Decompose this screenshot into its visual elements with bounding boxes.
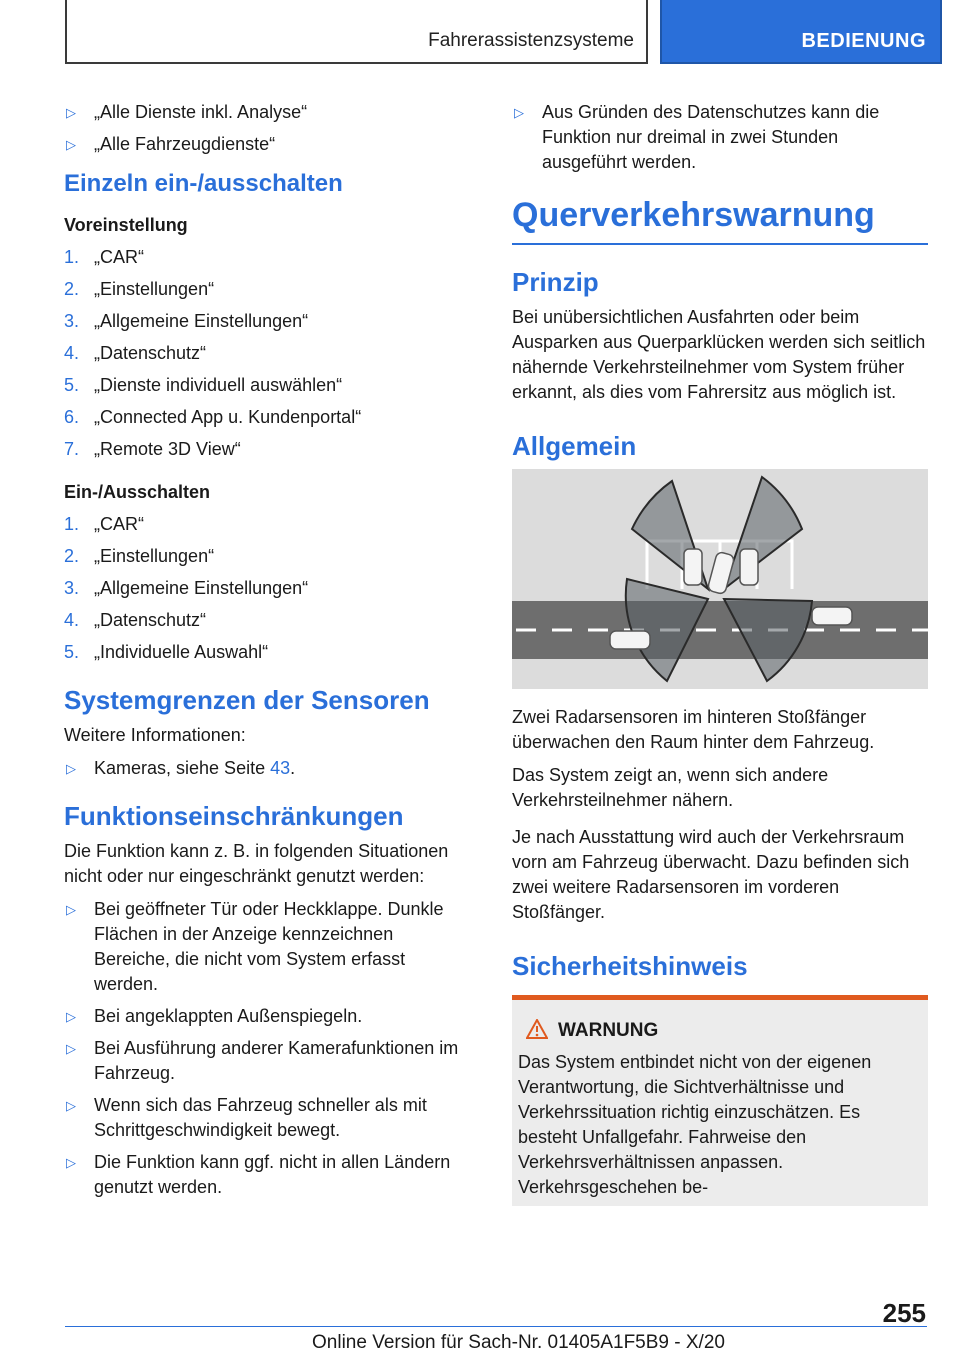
heading-prinzip: Prinzip: [512, 267, 599, 297]
triangle-right-icon: ▷: [66, 1009, 76, 1024]
paragraph: Das System zeigt an, wenn sich andere Verkehrsteilnehmer nähern.: [512, 765, 829, 810]
right-column: [512, 100, 928, 1206]
list-item: 5. „Dienste individuell auswählen“: [64, 375, 343, 395]
list-item: 6. „Connected App u. Kundenportal“: [64, 407, 362, 427]
list-item: ▷ Wenn sich das Fahrzeug schneller als mit Schrittgeschwindigkeit bewegt.: [66, 1095, 427, 1140]
warning-title: WARNUNG: [518, 1018, 922, 1044]
header-chapter-title: BEDIENUNG: [801, 30, 926, 52]
list-item: ▷ Bei geöffneter Tür oder Heckklappe. Dunkle Flächen in der Anzeige kennzeichnen Bereiche, die nicht vom System erfasst werden.: [66, 899, 444, 994]
list-item: 4. „Datenschutz“: [64, 343, 207, 363]
list-item: 1. „CAR“: [64, 247, 144, 267]
triangle-right-icon: ▷: [66, 761, 76, 776]
triangle-right-icon: ▷: [66, 1041, 76, 1056]
footer-divider: [65, 1326, 927, 1327]
list-item: ▷ Bei angeklappten Außenspiegeln.: [64, 1004, 472, 1029]
warning-triangle-icon: [526, 1019, 548, 1047]
list-item: ▷ „Alle Dienste inkl. Analyse“: [64, 100, 472, 125]
heading-systemgrenzen: Systemgrenzen der Sensoren: [64, 685, 430, 715]
list-item: 3. „Allgemeine Einstellungen“: [64, 311, 309, 331]
warning-box: [512, 995, 928, 1206]
list-item: ▷ „Alle Fahrzeugdienste“: [64, 132, 472, 157]
header-chapter-tab: [660, 0, 942, 64]
paragraph: Je nach Ausstattung wird auch der Verkehrsraum vorn am Fahrzeug überwacht. Dazu befinden sich zwei weitere Radarsensoren im vorderen Stoßfänger.: [512, 827, 910, 922]
subheading-einaus: Ein-/Ausschalten: [64, 482, 211, 502]
triangle-right-icon: ▷: [66, 137, 76, 152]
paragraph: Die Funktion kann z. B. in folgenden Situationen nicht oder nur eingeschränkt genutzt werden:: [64, 841, 449, 886]
triangle-right-icon: ▷: [66, 1155, 76, 1170]
list-item: 1. „CAR“: [64, 514, 144, 534]
page-number: 255: [882, 1298, 926, 1328]
list-item: 2. „Einstellungen“: [64, 279, 215, 299]
list-item: ▷ Bei Ausführung anderer Kamerafunktionen im Fahrzeug.: [66, 1038, 459, 1083]
header-section-title: Fahrerassistenzsysteme: [428, 30, 634, 51]
list-item: ▷ Aus Gründen des Datenschutzes kann die Funktion nur dreimal in zwei Stunden ausgeführt werden.: [514, 102, 880, 172]
paragraph: Weitere Informationen:: [64, 725, 246, 745]
list-item: ▷ Kameras, siehe Seite 43.: [64, 756, 472, 781]
heading-allgemein: Allgemein: [512, 431, 637, 461]
heading-sicherheit: Sicherheitshinweis: [512, 951, 748, 981]
left-column: [64, 100, 472, 1207]
triangle-right-icon: ▷: [66, 1098, 76, 1113]
list-item: ▷ Die Funktion kann ggf. nicht in allen Ländern genutzt werden.: [66, 1152, 451, 1197]
heading-funktion: Funktionseinschränkungen: [64, 801, 404, 831]
radar-diagram-svg: [512, 469, 928, 689]
list-item: 5. „Individuelle Auswahl“: [64, 642, 269, 662]
list-item: 2. „Einstellungen“: [64, 546, 215, 566]
paragraph: Bei unübersichtlichen Ausfahrten oder beim Ausparken aus Querparklücken werden sich seitlich nähernde Verkehrsteilnehmer vom System früher erkannt, als dies vom Fahrersitz aus möglich ist.: [512, 307, 926, 402]
chapter-heading: Querverkehrswarnung: [512, 193, 928, 245]
warning-text: Das System entbindet nicht von der eigenen Verantwortung, die Sichtverhältnisse und Verkehrssituation richtig einzuschätzen. Es besteht Unfallgefahr. Fahrweise den Verkehrsverhältnissen anpassen. Verkehrsgeschehen be-: [518, 1052, 872, 1197]
page-link[interactable]: 43: [270, 758, 291, 778]
heading-einzeln: Einzeln ein-/ausschalten: [64, 170, 343, 197]
triangle-right-icon: ▷: [66, 902, 76, 917]
cross-traffic-illustration: [512, 469, 928, 689]
triangle-right-icon: ▷: [66, 105, 76, 120]
header-section-box: [65, 0, 648, 64]
subheading-voreinstellung: Voreinstellung: [64, 215, 188, 235]
paragraph: Zwei Radarsensoren im hinteren Stoßfänger überwachen den Raum hinter dem Fahrzeug.: [512, 707, 875, 752]
list-item: 7. „Remote 3D View“: [64, 439, 241, 459]
triangle-right-icon: ▷: [514, 105, 524, 120]
list-item: 3. „Allgemeine Einstellungen“: [64, 578, 309, 598]
footer-text: Online Version für Sach-Nr. 01405A1F5B9 - X/20: [312, 1332, 725, 1353]
list-item: 4. „Datenschutz“: [64, 610, 207, 630]
